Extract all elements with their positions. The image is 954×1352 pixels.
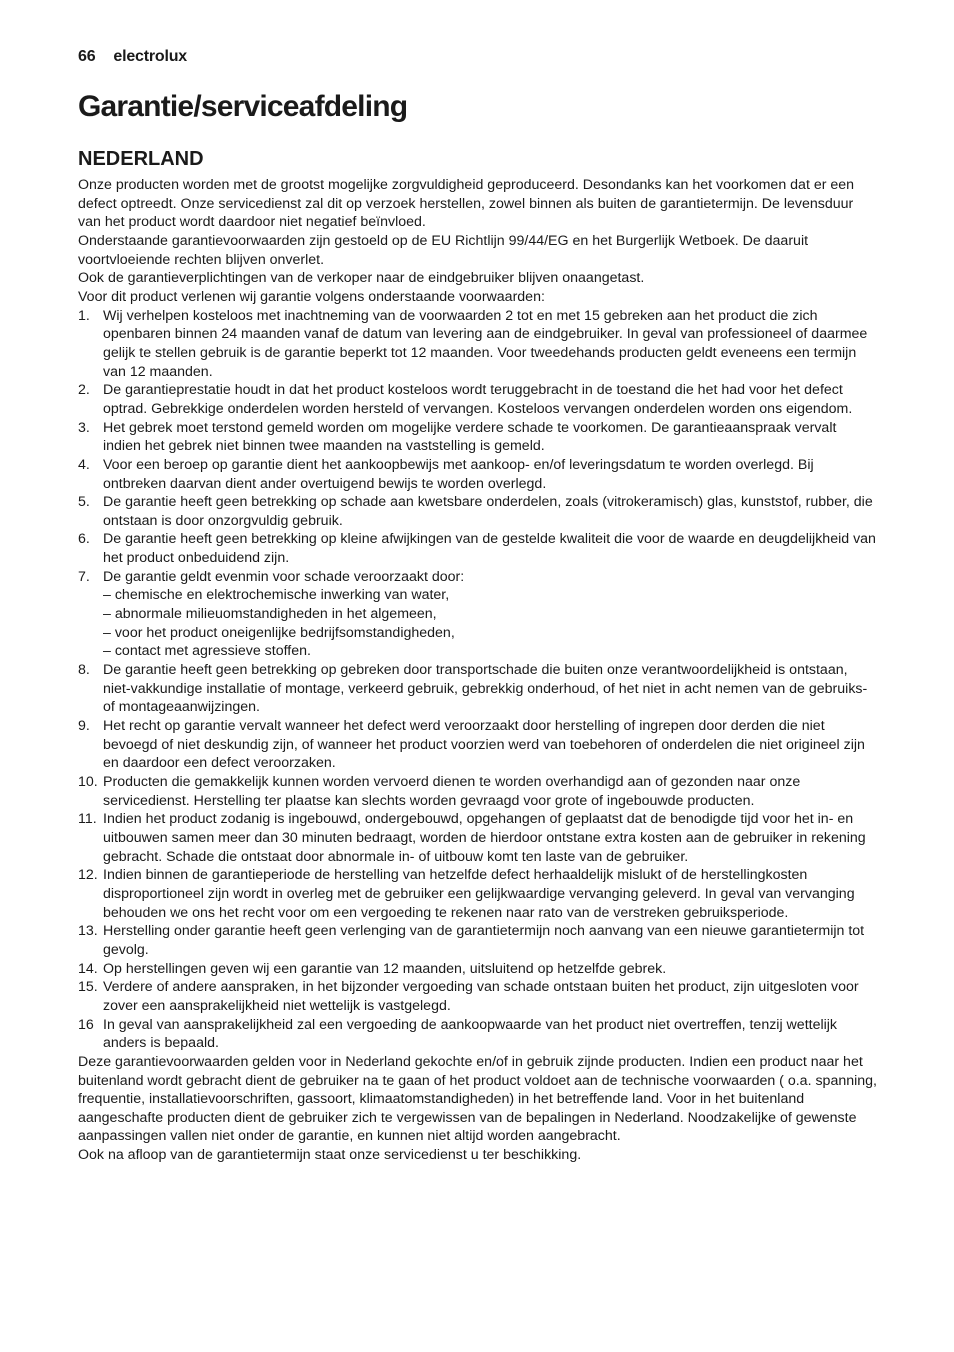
condition-item [78, 456, 878, 493]
condition-text: Het gebrek moet terstond gemeld worden om mogelijke verdere schade te voorkomen. De garantieaanspraak vervalt indien het gebrek niet binnen twee maanden na vaststelling is gemeld. [103, 419, 837, 455]
conditions-list [78, 307, 878, 1053]
intro-paragraph: Onze producten worden met de grootst mogelijke zorgvuldigheid geproduceerd. Desondanks kan het voorkomen dat er een defect optreedt. Onze servicedienst zal dit op verzoek herstellen, zowel binnen als buiten de garantietermijn. De levensduur van het product wordt daardoor niet negatief beïnvloed. [78, 177, 855, 231]
intro-section [78, 176, 878, 307]
closing-paragraph: Ook na afloop van de garantietermijn staat onze servicedienst u ter beschikking. [78, 1147, 582, 1164]
condition-number: 14. [78, 960, 98, 977]
running-header [78, 48, 878, 70]
condition-text: Op herstellingen geven wij een garantie van 12 maanden, uitsluitend op hetzelfde gebrek. [103, 960, 667, 977]
condition-text: De garantie heeft geen betrekking op schade aan kwetsbare onderdelen, zoals (vitrokeramisch) glas, kunststof, rubber, die ontstaan is door onzorgvuldig gebruik. [103, 494, 873, 529]
country-heading: NEDERLAND [78, 148, 204, 170]
condition-text: De garantie heeft geen betrekking op kleine afwijkingen van de gestelde kwaliteit die voor de waarde en deugdelijkheid van het product onbeduidend zijn. [103, 531, 876, 567]
condition-item [78, 1016, 878, 1053]
closing-section [78, 1053, 878, 1165]
condition-item [78, 530, 878, 567]
condition-text: Wij verhelpen kosteloos met inachtneming van de voorwaarden 2 tot en met 15 gebreken aan het product die zich openbaren binnen 24 maanden vanaf de datum van levering aan de eindgebruiker. In geval van professioneel of daarmee gelijk te stellen gebruik is de garantie beperkt tot 12 maanden. Voor tweedehands producten geldt eveneens een termijn van 12 maanden. [103, 307, 868, 380]
condition-subitem: – chemische en elektrochemische inwerking van water, [103, 587, 450, 604]
condition-text: De garantie geldt evenmin voor schade veroorzaakt door: [103, 568, 465, 585]
condition-text: De garantie heeft geen betrekking op gebreken door transportschade die buiten onze verantwoordelijkheid is ontstaan, niet-vakkundige installatie of montage, verkeerd gebruik, gebrekkig onderhoud, of het niet in acht nemen van de gebruiks- of montageaanwijzingen. [103, 662, 868, 716]
condition-text: Indien het product zodanig is ingebouwd, ondergebouwd, opgehangen of geplaatst dat de benodigde tijd voor het in- en uitbouwen samen meer dan 30 minuten bedraagt, worden de hierdoor ontstane extra kosten aan de gebruiker in rekening gebracht. Schade die ontstaat door abnormale in- of uitbouw komt ten laste van de gebruiker. [103, 811, 866, 865]
condition-item [78, 568, 878, 661]
condition-sublist [103, 586, 878, 661]
brand-name: electrolux [113, 48, 187, 65]
condition-item [78, 810, 878, 866]
condition-item [78, 866, 878, 922]
condition-text: Voor een beroep op garantie dient het aankoopbewijs met aankoop- en/of leveringsdatum te worden overlegd. Bij ontbreken daarvan dient ander overtuigend bewijs te worden overlegd. [103, 456, 814, 492]
condition-number: 7. [78, 568, 90, 585]
condition-number: 12. [78, 867, 98, 884]
condition-number: 11. [78, 811, 97, 828]
condition-text: In geval van aansprakelijkheid zal een vergoeding de aankoopwaarde van het product niet overtreffen, tenzij wettelijk anders is bepaald. [103, 1016, 838, 1052]
condition-number: 2. [78, 382, 90, 399]
condition-item [78, 773, 878, 810]
condition-item [78, 661, 878, 717]
condition-number: 13. [78, 923, 98, 940]
condition-text: Producten die gemakkelijk kunnen worden vervoerd dienen te worden overhandigd aan of gezonden naar onze servicedienst. Herstelling ter plaatse kan slechts worden gevraagd voor grote of ingebouwde producten. [103, 774, 801, 809]
condition-item [78, 419, 878, 456]
condition-number: 5. [78, 494, 90, 511]
condition-item [78, 307, 878, 382]
intro-paragraph: Voor dit product verlenen wij garantie volgens onderstaande voorwaarden: [78, 288, 545, 305]
condition-item [78, 717, 878, 773]
condition-number: 4. [78, 456, 90, 473]
condition-subitem: – abnormale milieuomstandigheden in het algemeen, [103, 606, 437, 623]
intro-paragraph: Ook de garantieverplichtingen van de verkoper naar de eindgebruiker blijven onaangetast. [78, 270, 645, 287]
condition-number: 6. [78, 531, 90, 548]
condition-subitem: – contact met agressieve stoffen. [103, 643, 311, 660]
page-number: 66 [78, 48, 96, 65]
condition-text: Herstelling onder garantie heeft geen verlenging van de garantietermijn noch aanvang van een nieuwe garantietermijn tot gevolg. [103, 923, 865, 958]
page [78, 48, 878, 1165]
condition-item [78, 493, 878, 530]
condition-number: 15. [78, 979, 98, 996]
condition-item [78, 381, 878, 418]
closing-paragraph: Deze garantievoorwaarden gelden voor in Nederland gekochte en/of in gebruik zijnde producten. Indien een product naar het buitenland wordt gebracht dient de gebruiker na te gaan of het product voldoet aan de technische voorwaarden ( o.a. spanning, frequentie, installatievoorschriften, gassoort, klimaatomstandigheden) in het betreffende land. Voor in het buitenland aangeschafte producten dient de gebruiker zich te vergewissen van de bepalingen in Nederland. Noodzakelijke of gewenste aanpassingen vallen niet onder de garantie, en kunnen niet altijd worden aangebracht. [78, 1053, 877, 1145]
condition-text: Verdere of andere aanspraken, in het bijzonder vergoeding van schade ontstaan buiten het product, zijn uitgesloten voor zover een aansprakelijkheid niet wettelijk is vastgelegd. [103, 979, 859, 1014]
condition-text: Het recht op garantie vervalt wanneer het defect werd veroorzaakt door herstelling of ingrepen door derden die niet bevoegd of niet deskundig zijn, of wanneer het product voorzien werd van toebehoren of onderdelen die niet origineel zijn en daardoor een defect veroorzaken. [103, 718, 865, 772]
condition-text: Indien binnen de garantieperiode de herstelling van hetzelfde defect herhaaldelijk mislukt of de herstellingkosten disproportioneel zijn wordt in overleg met de gebruiker een gelijkwaardige vervanging geleverd. In geval van vervanging behouden we ons het recht voor om een vergoeding te rekenen naar rato van de verstreken gebruiksperiode. [103, 867, 855, 921]
page-title: Garantie/serviceafdeling [78, 90, 408, 123]
condition-number: 10. [78, 774, 98, 790]
condition-number: 9. [78, 718, 90, 735]
condition-item [78, 978, 878, 1015]
condition-item [78, 922, 878, 959]
condition-number: 8. [78, 662, 90, 679]
condition-number: 1. [78, 307, 90, 324]
intro-paragraph: Onderstaande garantievoorwaarden zijn gestoeld op de EU Richtlijn 99/44/EG en het Burgerlijk Wetboek. De daaruit voortvloeiende rechten blijven onverlet. [78, 232, 809, 268]
condition-number: 16 [78, 1016, 94, 1033]
condition-subitem: – voor het product oneigenlijke bedrijfsomstandigheden, [103, 624, 455, 641]
condition-item [78, 960, 878, 979]
condition-number: 3. [78, 419, 90, 436]
warranty-text [78, 176, 878, 1165]
condition-text: De garantieprestatie houdt in dat het product kosteloos wordt teruggebracht in de toestand die het had voor het defect optrad. Gebrekkige onderdelen worden hersteld of vervangen. Kosteloos vervangen onderdelen worden ons eigendom. [103, 382, 853, 417]
